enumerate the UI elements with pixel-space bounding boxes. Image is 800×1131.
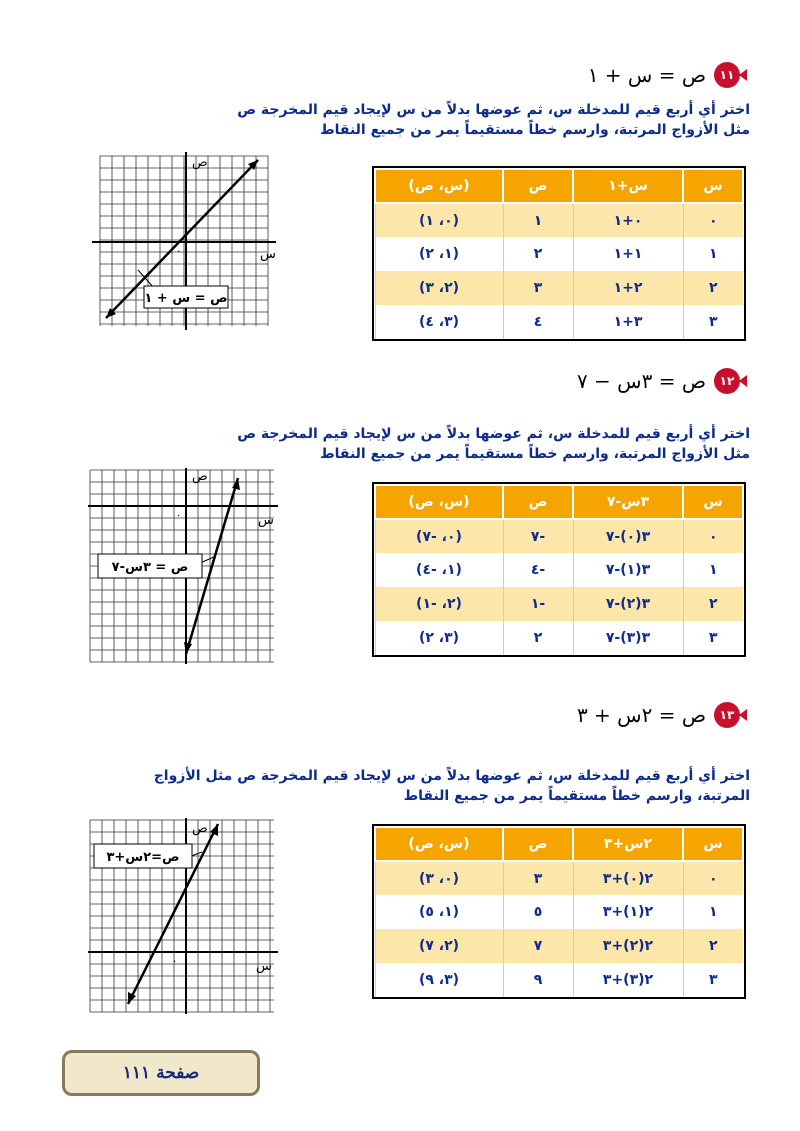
cell-y: -١ <box>503 587 573 621</box>
cell-expression: ٢(٣)+٣ <box>573 963 683 997</box>
table-row <box>375 621 743 655</box>
cell-y: ٩ <box>503 963 573 997</box>
instruction-line-1: اختر أي أربع قيم للمدخلة س، ثم عوضها بدلاً من س لإيجاد قيم المخرجة ص <box>237 102 750 118</box>
y-axis-label: ص <box>192 469 208 484</box>
header-x: س <box>683 485 743 519</box>
problem-header <box>577 368 740 394</box>
table-row <box>375 587 743 621</box>
cell-x: ٠ <box>683 861 743 895</box>
cell-expression: ٣(٣)-٧ <box>573 621 683 655</box>
table-row <box>375 271 743 305</box>
cell-x: ٣ <box>683 621 743 655</box>
equation: ص = س + ١ <box>587 63 706 87</box>
cell-y: -٤ <box>503 553 573 587</box>
cell-x: ١ <box>683 237 743 271</box>
header-x: س <box>683 169 743 203</box>
cell-pair: (٣، ٤) <box>375 305 503 339</box>
equation: ص = ٣س − ٧ <box>576 369 706 393</box>
instruction-line-1: اختر أي أربع قيم للمدخلة س، ثم عوضها بدلاً من س لإيجاد قيم المخرجة ص مثل الأزواج <box>153 768 750 784</box>
cell-pair: (٢، ٧) <box>375 929 503 963</box>
header-expression: س+١ <box>573 169 683 203</box>
table-row <box>375 929 743 963</box>
problem-header <box>577 702 740 728</box>
problem-number-badge: ١٣ <box>714 702 740 728</box>
cell-y: -٧ <box>503 519 573 553</box>
table-header-row <box>375 827 743 861</box>
cell-expression: ٢(٠)+٣ <box>573 861 683 895</box>
page-number: صفحة ١١١ <box>122 1063 200 1083</box>
cell-x: ١ <box>683 553 743 587</box>
line-label: ص = ٣س-٧ <box>111 560 189 575</box>
table-header-row <box>375 485 743 519</box>
x-axis-label: س <box>260 247 276 262</box>
header-pair: (س، ص) <box>375 169 503 203</box>
instructions <box>90 766 750 806</box>
cell-pair: (٠، ١) <box>375 203 503 237</box>
line-label: ص=٢س+٣ <box>106 850 180 865</box>
cell-y: ١ <box>503 203 573 237</box>
table-row <box>375 895 743 929</box>
origin-label: ٠ <box>172 956 178 967</box>
cell-x: ١ <box>683 895 743 929</box>
coordinate-graph <box>88 150 280 332</box>
header-expression: ٣س-٧ <box>573 485 683 519</box>
table-header-row <box>375 169 743 203</box>
problem-header <box>588 62 740 88</box>
x-axis-label: س <box>256 959 272 974</box>
cell-pair: (٣، ٢) <box>375 621 503 655</box>
cell-y: ٤ <box>503 305 573 339</box>
cell-y: ٣ <box>503 861 573 895</box>
instruction-line-1: اختر أي أربع قيم للمدخلة س، ثم عوضها بدلاً من س لإيجاد قيم المخرجة ص <box>237 426 750 442</box>
cell-pair: (٠، -٧) <box>375 519 503 553</box>
instruction-line-2: مثل الأزواج المرتبة، وارسم خطاً مستقيماً يمر من جميع النقاط <box>320 446 750 462</box>
cell-expression: ٣+١ <box>573 305 683 339</box>
cell-x: ٢ <box>683 587 743 621</box>
table-row <box>375 553 743 587</box>
cell-x: ٣ <box>683 963 743 997</box>
instructions <box>130 424 750 464</box>
cell-expression: ٣(٢)-٧ <box>573 587 683 621</box>
header-y: ص <box>503 827 573 861</box>
table-row <box>375 237 743 271</box>
table-row <box>375 305 743 339</box>
table-row <box>375 203 743 237</box>
table-row <box>375 861 743 895</box>
cell-expression: ٣(٠)-٧ <box>573 519 683 553</box>
instruction-line-2: المرتبة، وارسم خطاً مستقيماً يمر من جميع النقاط <box>403 788 750 804</box>
header-expression: ٢س+٣ <box>573 827 683 861</box>
cell-expression: ١+١ <box>573 237 683 271</box>
page-number-box <box>62 1050 260 1096</box>
cell-pair: (٣، ٩) <box>375 963 503 997</box>
cell-expression: ٢+١ <box>573 271 683 305</box>
cell-y: ٢ <box>503 621 573 655</box>
line-label: ص = س + ١ <box>144 291 228 306</box>
input-output-table <box>374 484 744 655</box>
input-output-table <box>374 168 744 339</box>
table-row <box>375 963 743 997</box>
header-y: ص <box>503 169 573 203</box>
equation: ص = ٢س + ٣ <box>576 703 706 727</box>
header-pair: (س، ص) <box>375 485 503 519</box>
cell-x: ٢ <box>683 271 743 305</box>
instructions <box>130 100 750 140</box>
cell-expression: ٠+١ <box>573 203 683 237</box>
cell-x: ٢ <box>683 929 743 963</box>
problem-number-badge: ١١ <box>714 62 740 88</box>
instruction-line-2: مثل الأزواج المرتبة، وارسم خطاً مستقيماً يمر من جميع النقاط <box>320 122 750 138</box>
cell-x: ٠ <box>683 203 743 237</box>
input-output-table <box>374 826 744 997</box>
header-y: ص <box>503 485 573 519</box>
cell-expression: ٣(١)-٧ <box>573 553 683 587</box>
cell-x: ٣ <box>683 305 743 339</box>
header-pair: (س، ص) <box>375 827 503 861</box>
cell-pair: (٢، ٣) <box>375 271 503 305</box>
label-pointer <box>138 270 154 288</box>
cell-y: ٥ <box>503 895 573 929</box>
cell-pair: (١، ٢) <box>375 237 503 271</box>
cell-y: ٢ <box>503 237 573 271</box>
origin-label: ٠ <box>176 510 182 521</box>
coordinate-graph <box>88 468 280 664</box>
problem-number-badge: ١٢ <box>714 368 740 394</box>
y-axis-label: ص <box>192 821 208 836</box>
origin-label: ٠ <box>176 246 182 257</box>
cell-pair: (١، -٤) <box>375 553 503 587</box>
cell-pair: (٠، ٣) <box>375 861 503 895</box>
table-row <box>375 519 743 553</box>
y-axis-label: ص <box>192 155 208 170</box>
cell-x: ٠ <box>683 519 743 553</box>
cell-y: ٣ <box>503 271 573 305</box>
cell-pair: (٢، -١) <box>375 587 503 621</box>
header-x: س <box>683 827 743 861</box>
cell-y: ٧ <box>503 929 573 963</box>
cell-expression: ٢(١)+٣ <box>573 895 683 929</box>
coordinate-graph <box>88 818 280 1014</box>
cell-expression: ٢(٢)+٣ <box>573 929 683 963</box>
cell-pair: (١، ٥) <box>375 895 503 929</box>
x-axis-label: س <box>258 513 274 528</box>
